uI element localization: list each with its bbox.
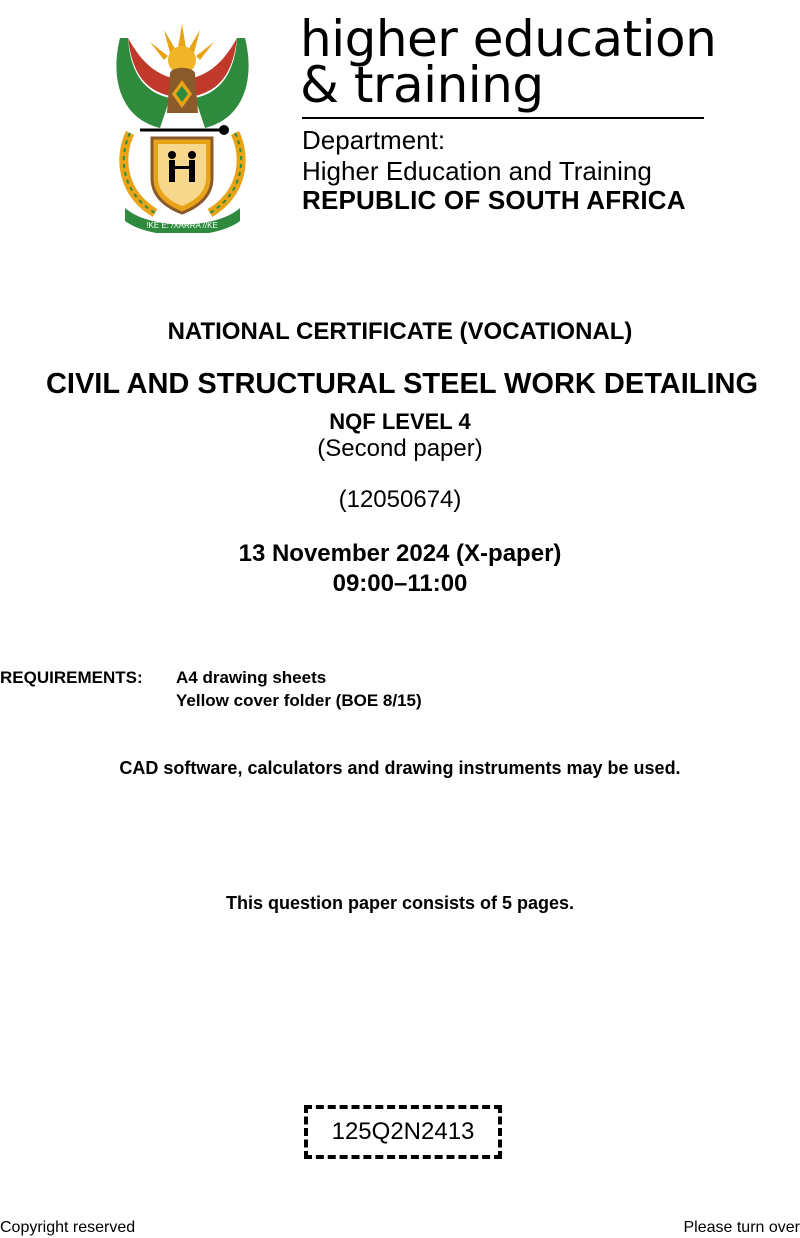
brand-line2: & training (300, 56, 544, 114)
paper-code-box (304, 1105, 502, 1159)
coat-of-arms-icon (100, 18, 265, 233)
brand-line1: higher education (300, 10, 717, 68)
exam-date: 13 November 2024 (X-paper) (238, 540, 562, 567)
subject-title: CIVIL AND STRUCTURAL STEEL WORK DETAILING (45, 368, 759, 400)
paper-number: (Second paper) (317, 435, 483, 462)
brand-divider (302, 117, 704, 119)
requirement-item: A4 drawing sheets (176, 668, 327, 687)
paper-code: 125Q2N2413 (331, 1118, 475, 1145)
subject-code: (12050674) (338, 486, 462, 513)
requirement-item: Yellow cover folder (BOE 8/15) (176, 691, 422, 710)
emblem-motto: !KE E: /XARRA //KE (146, 221, 218, 230)
certificate-title: NATIONAL CERTIFICATE (VOCATIONAL) (167, 318, 633, 345)
nqf-level: NQF LEVEL 4 (329, 409, 471, 434)
department-name: Higher Education and Training (302, 156, 652, 186)
country-name: REPUBLIC OF SOUTH AFRICA (302, 185, 686, 215)
footer-copyright: Copyright reserved (0, 1219, 136, 1236)
footer-turn-over: Please turn over (683, 1219, 800, 1236)
page-count-note: This question paper consists of 5 pages. (225, 893, 575, 913)
page-header (0, 0, 800, 250)
department-label: Department: (302, 125, 446, 155)
allowed-materials-note: CAD software, calculators and drawing instruments may be used. (119, 758, 681, 778)
requirements-label: REQUIREMENTS: (0, 668, 143, 687)
exam-time: 09:00–11:00 (332, 570, 468, 597)
